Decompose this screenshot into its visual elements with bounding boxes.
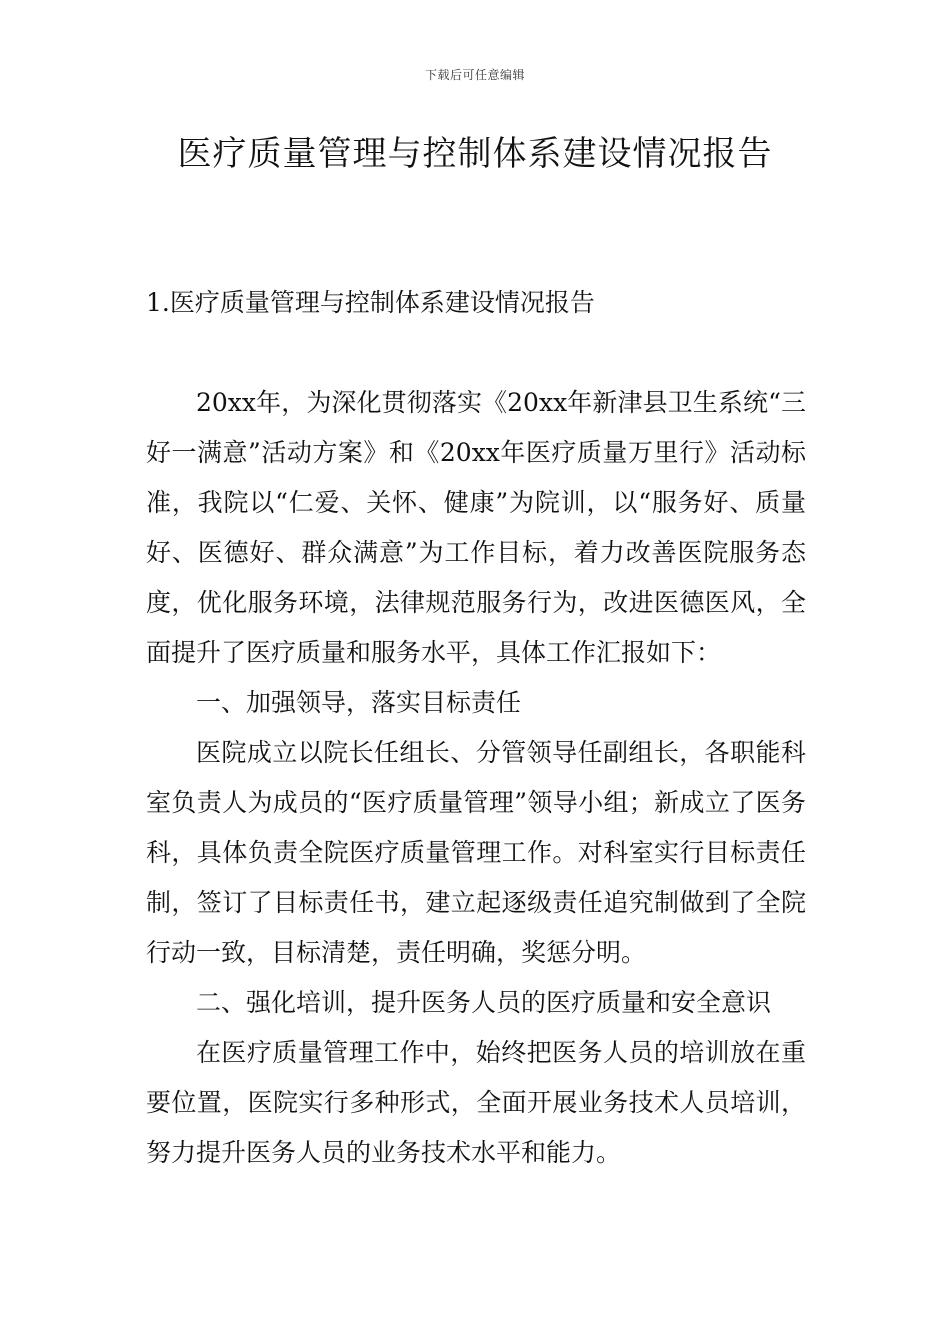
section-heading-2: 二、强化培训，提升医务人员的医疗质量和安全意识 [196, 988, 772, 1017]
section-heading-1: 一、加强领导，落实目标责任 [196, 688, 522, 717]
intro-paragraph: 20xx年，为深化贯彻落实《20xx年新津县卫生系统“三好一满意”活动方案》和《20xx年医疗质量万里行》活动标准，我院以“仁爱、关怀、健康”为院训，以“服务好、质量好、医德好、群众满意”为工作目标，着力改善医院服务态度，优化服务环境，法律规范服务行为，改进医德医风，全面提升了医疗质量和服务水平，具体工作汇报如下： [146, 388, 806, 667]
header-note: 下载后可任意编辑 [424, 68, 525, 82]
section-1-paragraph: 医院成立以院长任组长、分管领导任副组长，各职能科室负责人为成员的“医疗质量管理”领导小组；新成立了医务科，具体负责全院医疗质量管理工作。对科室实行目标责任制，签订了目标责任书，建立起逐级责任追究制做到了全院行动一致，目标清楚，责任明确，奖惩分明。 [146, 738, 806, 967]
document-title: 医疗质量管理与控制体系建设情况报告 [177, 134, 773, 174]
section-subtitle: 1.医疗质量管理与控制体系建设情况报告 [146, 288, 595, 317]
document-body [146, 278, 806, 1178]
section-2-paragraph: 在医疗质量管理工作中，始终把医务人员的培训放在重要位置，医院实行多种形式，全面开展业务技术人员培训，努力提升医务人员的业务技术水平和能力。 [146, 1038, 806, 1167]
